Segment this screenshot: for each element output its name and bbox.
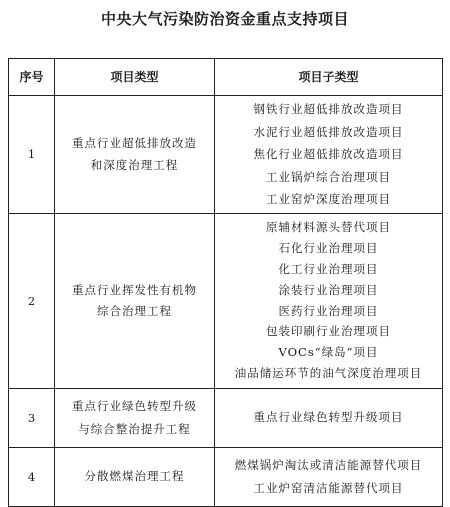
subtype-item: 燃煤锅炉淘汰或清洁能源替代项目 <box>234 458 423 472</box>
subtype-item: 石化行业治理项目 <box>278 241 379 256</box>
row-project-type <box>55 96 215 214</box>
table-row <box>9 96 443 214</box>
subtype-item: 涂装行业治理项目 <box>278 282 379 297</box>
subtype-item: 工业窑炉深度治理项目 <box>266 192 391 206</box>
type-line: 和深度治理工程 <box>90 158 179 173</box>
type-line: 综合治理工程 <box>97 303 172 318</box>
row-subtypes <box>215 96 443 214</box>
row-serial: 2 <box>9 213 55 388</box>
row-subtypes <box>215 388 443 447</box>
page-title: 中央大气污染防治资金重点支持项目 <box>100 10 349 28</box>
header-serial: 序号 <box>9 59 55 96</box>
table-row <box>9 388 443 447</box>
row-subtypes <box>215 213 443 388</box>
row-serial: 3 <box>9 388 55 447</box>
subtype-item: 原辅材料源头替代项目 <box>266 220 391 235</box>
type-line: 重点行业挥发性有机物 <box>72 282 197 297</box>
row-project-type <box>55 388 215 447</box>
subtype-item: 医药行业治理项目 <box>278 303 379 318</box>
header-project-subtype: 项目子类型 <box>215 59 443 96</box>
subtype-item: 包装印刷行业治理项目 <box>266 324 391 339</box>
subtype-item: 工业锅炉综合治理项目 <box>266 169 391 184</box>
table-row <box>9 447 443 506</box>
subtype-item: 工业炉窑清洁能源替代项目 <box>253 480 404 495</box>
subtype-item: 油品储运环节的油气深度治理项目 <box>234 365 423 380</box>
row-project-type <box>55 213 215 388</box>
subtype-item: 水泥行业超低排放改造项目 <box>253 124 404 139</box>
row-subtypes <box>215 447 443 506</box>
type-line: 重点行业绿色转型升级 <box>72 399 197 413</box>
subtype-item: 重点行业绿色转型升级项目 <box>253 410 404 425</box>
subtype-item: 焦化行业超低排放改造项目 <box>253 147 404 161</box>
subtype-item: 钢铁行业超低排放改造项目 <box>253 102 404 116</box>
subtype-item: 化工行业治理项目 <box>278 261 379 276</box>
type-line: 重点行业超低排放改造 <box>72 135 197 150</box>
row-serial: 1 <box>9 96 55 214</box>
table-row <box>9 213 443 388</box>
row-serial: 4 <box>9 447 55 506</box>
type-line: 分散燃煤治理工程 <box>84 469 185 484</box>
table-header-row <box>9 59 443 96</box>
subtype-item: VOCs“绿岛”项目 <box>278 345 379 360</box>
row-project-type <box>55 447 215 506</box>
header-project-type: 项目类型 <box>55 59 215 96</box>
type-line: 与综合整治提升工程 <box>78 421 191 436</box>
support-projects-table <box>8 58 443 507</box>
